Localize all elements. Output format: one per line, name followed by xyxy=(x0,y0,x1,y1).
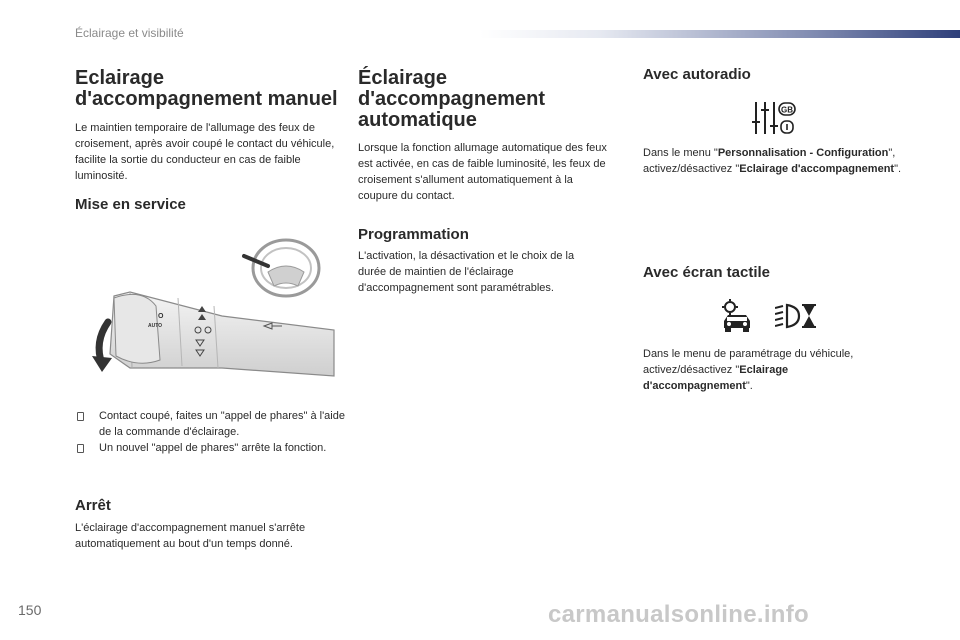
text-fragment: Dans le menu " xyxy=(643,147,718,159)
programmation-text: L'activation, la désactivation et le choix de la durée de maintien de l'éclairage d'accompagnement sont paramétrables. xyxy=(358,250,575,294)
auto-lighting-title: Éclairage d'accompagnement automatique xyxy=(358,67,546,131)
programmation-title: Programmation xyxy=(358,226,469,243)
text-fragment: ", activez/désactivez " xyxy=(643,147,896,175)
instruction-step: Un nouvel "appel de phares" arrête la fonction. xyxy=(75,440,345,456)
arret-title: Arrêt xyxy=(75,497,111,514)
tactile-instructions xyxy=(643,346,883,394)
headlamp-timer-icon xyxy=(775,303,817,329)
lighting-stalk-illustration xyxy=(86,226,338,378)
steering-wheel-icon xyxy=(253,240,319,296)
instruction-steps xyxy=(75,408,345,456)
watermark-url: carmanualsonline.info xyxy=(548,601,810,628)
text-fragment: ". xyxy=(745,380,753,392)
menu-name: Personnalisation - Configuration xyxy=(717,147,889,159)
settings-sliders-icon xyxy=(751,100,797,136)
car-settings-icon xyxy=(720,298,754,332)
text-fragment: ". xyxy=(894,163,902,175)
instruction-step: Contact coupé, faites un "appel de phares" à l'aide de la commande d'éclairage. xyxy=(75,408,345,440)
header-gradient-bar xyxy=(480,30,960,38)
tactile-title: Avec écran tactile xyxy=(643,264,771,281)
stalk-label-off: O xyxy=(158,313,164,320)
autoradio-instructions xyxy=(643,145,908,177)
page-number: 150 xyxy=(18,602,42,618)
text-fragment: Dans le menu de paramétrage du véhicule, activez/désactivez " xyxy=(643,348,854,376)
auto-lighting-intro: Lorsque la fonction allumage automatique des feux est activée, en cas de faible luminosité, les feux de croisement s'allument automatiquement à la coupure du contact. xyxy=(358,142,607,202)
language-gb-label: GB xyxy=(781,105,793,115)
mise-en-service-title: Mise en service xyxy=(75,196,186,213)
manual-lighting-title: Eclairage d'accompagnement manuel xyxy=(75,67,338,110)
option-name: Eclairage d'accompagnement xyxy=(739,163,895,175)
manual-lighting-intro: Le maintien temporaire de l'allumage des feux de croisement, après avoir coupé le contact du véhicule, facilite la sortie du conducteur en cas de faible luminosité. xyxy=(75,122,335,182)
autoradio-title: Avec autoradio xyxy=(643,66,751,83)
option-name: Eclairage d'accompagnement xyxy=(643,364,789,392)
section-title: Éclairage et visibilité xyxy=(75,26,184,40)
arret-text: L'éclairage d'accompagnement manuel s'arrête automatiquement au bout d'un temps donné. xyxy=(75,522,306,550)
stalk-label-auto: AUTO xyxy=(148,323,163,329)
